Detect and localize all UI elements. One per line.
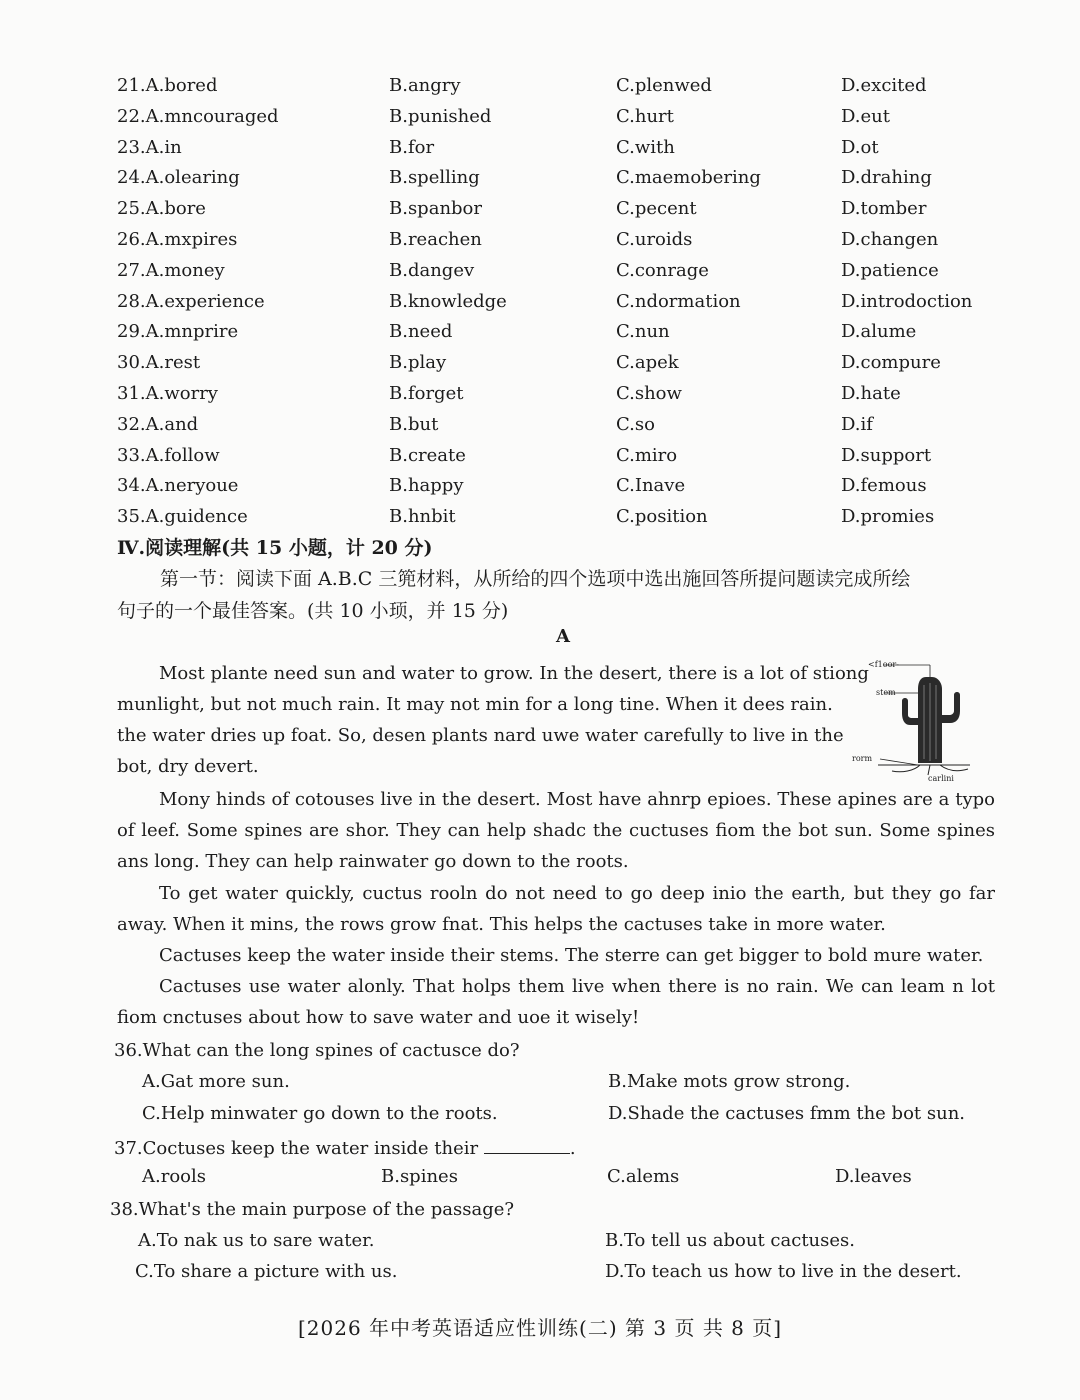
cloze-22-option-c[interactable]: C.hurt [616, 105, 674, 127]
cloze-27-option-d[interactable]: D.patience [841, 259, 939, 281]
figure-label-middle: stem [876, 688, 896, 697]
cloze-22-option-d[interactable]: D.eut [841, 105, 890, 127]
cloze-24-option-d[interactable]: D.drahing [841, 167, 932, 189]
question-38-stem: 38.What's the main purpose of the passage? [110, 1199, 515, 1220]
cloze-29-option-a[interactable]: 29.A.mnprire [117, 321, 239, 343]
cloze-28-option-b[interactable]: B.knowledge [389, 290, 507, 312]
cloze-23-option-c[interactable]: C.with [616, 136, 675, 158]
question-38-option-d[interactable]: D.To teach us how to live in the desert. [605, 1261, 962, 1282]
cloze-26-option-a[interactable]: 26.A.mxpires [117, 229, 238, 250]
cloze-22-option-a[interactable]: 22.A.mncouraged [117, 105, 279, 127]
cactus-left-arm [902, 698, 918, 725]
question-37-stem-end: . [569, 1138, 576, 1159]
label-line-left [880, 759, 918, 765]
cloze-32-option-a[interactable]: 32.A.and [117, 413, 199, 435]
cloze-26-option-b[interactable]: B.reachen [389, 229, 482, 250]
figure-label-bottom: carlini [928, 774, 954, 783]
question-37-option-d[interactable]: D.leaves [835, 1166, 912, 1187]
answer-blank[interactable] [484, 1135, 570, 1154]
cloze-35-option-a[interactable]: 35.A.guidence [117, 506, 248, 528]
question-37-option-c[interactable]: C.alems [607, 1166, 680, 1187]
cloze-35-option-b[interactable]: B.hnbit [389, 506, 456, 528]
cloze-26-option-c[interactable]: C.uroids [616, 229, 693, 250]
cloze-26-option-d[interactable]: D.changen [841, 229, 939, 250]
paragraph-1-line-2: munlight, but not much rain. It may not min for a long tine. When it dees rain. [117, 694, 833, 715]
cloze-33-option-c[interactable]: C.miro [616, 444, 678, 466]
cloze-21-option-b[interactable]: B.angry [389, 75, 461, 96]
figure-label-left: rorm [852, 754, 873, 763]
cloze-22-option-b[interactable]: B.punished [389, 105, 492, 127]
question-36-option-d[interactable]: D.Shade the cactuses fmm the bot sun. [608, 1103, 966, 1124]
cloze-21-option-d[interactable]: D.excited [841, 75, 927, 96]
cloze-24-option-a[interactable]: 24.A.olearing [117, 167, 240, 189]
cloze-24-option-c[interactable]: C.maemobering [616, 167, 761, 189]
paragraph-1-line-1: Most plante need sun and water to grow. In the desert, there is a lot of stiong [159, 663, 869, 684]
cloze-21-option-a[interactable]: 21.A.bored [117, 75, 218, 96]
paragraph-1-line-3: the water dries up foat. So, desen plants nard uwe water carefully to live in the [117, 725, 844, 746]
section-title: Ⅳ.阅读理解(共 15 小题，计 20 分) [117, 537, 433, 559]
cloze-28-option-d[interactable]: D.introdoction [841, 290, 973, 312]
question-37 [114, 1135, 576, 1159]
page-footer: [2026 年中考英语适应性训练(二) 第 3 页 共 8 页] [298, 1316, 783, 1340]
cloze-35-option-d[interactable]: D.promies [841, 506, 935, 528]
cloze-31-option-a[interactable]: 31.A.worry [117, 383, 218, 404]
cactus-illustration [852, 655, 976, 783]
cloze-31-option-d[interactable]: D.hate [841, 383, 901, 404]
question-36-option-b[interactable]: B.Make mots grow strong. [608, 1071, 851, 1092]
question-36-stem: 36.What can the long spines of cactusce do? [114, 1040, 520, 1061]
cloze-25-option-d[interactable]: D.tomber [841, 198, 927, 220]
cloze-29-option-d[interactable]: D.alume [841, 321, 917, 343]
question-37-stem: 37.Coctuses keep the water inside their [114, 1138, 479, 1159]
cloze-33-option-a[interactable]: 33.A.follow [117, 444, 220, 466]
cloze-27-option-c[interactable]: C.conrage [616, 259, 709, 281]
cloze-31-option-c[interactable]: C.show [616, 383, 682, 404]
question-36-option-c[interactable]: C.Help minwater go down to the roots. [142, 1103, 498, 1124]
cloze-30-option-a[interactable]: 30.A.rest [117, 352, 201, 374]
question-36-option-a[interactable]: A.Gat more sun. [142, 1071, 290, 1092]
cloze-34-option-b[interactable]: B.happy [389, 475, 464, 497]
cloze-31-option-b[interactable]: B.forget [389, 383, 464, 404]
cloze-33-option-d[interactable]: D.support [841, 444, 932, 466]
cloze-29-option-b[interactable]: B.need [389, 321, 453, 343]
question-38-option-c[interactable]: C.To share a picture with us. [135, 1261, 398, 1282]
paragraph-1-line-4: bot, dry devert. [117, 756, 259, 777]
cloze-24-option-b[interactable]: B.spelling [389, 167, 480, 189]
cloze-25-option-a[interactable]: 25.A.bore [117, 198, 206, 220]
cloze-27-option-b[interactable]: B.dangev [389, 259, 475, 281]
question-38-option-a[interactable]: A.To nak us to sare water. [138, 1230, 375, 1251]
cloze-27-option-a[interactable]: 27.A.money [117, 259, 225, 281]
cloze-25-option-b[interactable]: B.spanbor [389, 198, 482, 220]
cloze-34-option-d[interactable]: D.femous [841, 475, 927, 497]
cactus-right-arm [942, 692, 960, 723]
cloze-32-option-b[interactable]: B.but [389, 413, 439, 435]
cloze-28-option-a[interactable]: 28.A.experience [117, 290, 265, 312]
cloze-23-option-b[interactable]: B.for [389, 136, 435, 158]
instructions-line-1: 第一节：阅读下面 A.B.C 三篼材料，从所给的四个选项中选出施回答所提问题读完成所绘 [160, 568, 911, 590]
instructions-line-2: 句子的一个最佳答案。(共 10 小顼，并 15 分) [117, 600, 509, 622]
cloze-35-option-c[interactable]: C.position [616, 506, 708, 528]
cloze-30-option-d[interactable]: D.compure [841, 352, 941, 374]
cloze-28-option-c[interactable]: C.ndormation [616, 290, 741, 312]
cloze-21-option-c[interactable]: C.plenwed [616, 75, 712, 96]
cloze-32-option-d[interactable]: D.if [841, 413, 873, 435]
paragraph-5: Cactuses use water alonly. That holps them live when there is no rain. We can leam n lot fiom cnctuses about how to save water and uoe it wisely! [117, 976, 995, 1028]
figure-label-top: <f1oor- [868, 660, 899, 669]
cloze-23-option-a[interactable]: 23.A.in [117, 136, 182, 158]
cloze-32-option-c[interactable]: C.so [616, 413, 655, 435]
question-37-option-b[interactable]: B.spines [381, 1166, 458, 1187]
cloze-25-option-c[interactable]: C.pecent [616, 198, 697, 220]
passage-title: A [556, 626, 570, 647]
cloze-30-option-b[interactable]: B.play [389, 352, 447, 374]
question-38-option-b[interactable]: B.To tell us about cactuses. [605, 1230, 855, 1251]
question-37-option-a[interactable]: A.rools [142, 1166, 206, 1187]
cloze-30-option-c[interactable]: C.apek [616, 352, 679, 374]
cloze-34-option-c[interactable]: C.Inave [616, 475, 686, 497]
paragraph-3: To get water quickly, cuctus rooln do not need to go deep inio the earth, but they go far away. When it mins, the rows grow fnat. This helps the cactuses take in more water. [117, 883, 995, 935]
paragraph-2: Mony hinds of cotouses live in the desert. Most have ahnrp epioes. These apines are a typo of leef. Some spines are shor. They can help shadc the cuctuses fiom the bot sun. Some spines ans long. They can help rainwater go down to the roots. [117, 789, 995, 872]
cloze-29-option-c[interactable]: C.nun [616, 321, 670, 343]
cloze-34-option-a[interactable]: 34.A.neryoue [117, 475, 239, 497]
paragraph-4: Cactuses keep the water inside their stems. The sterre can get bigger to bold mure water. [159, 945, 984, 966]
cloze-23-option-d[interactable]: D.ot [841, 136, 879, 158]
cloze-33-option-b[interactable]: B.create [389, 444, 466, 466]
